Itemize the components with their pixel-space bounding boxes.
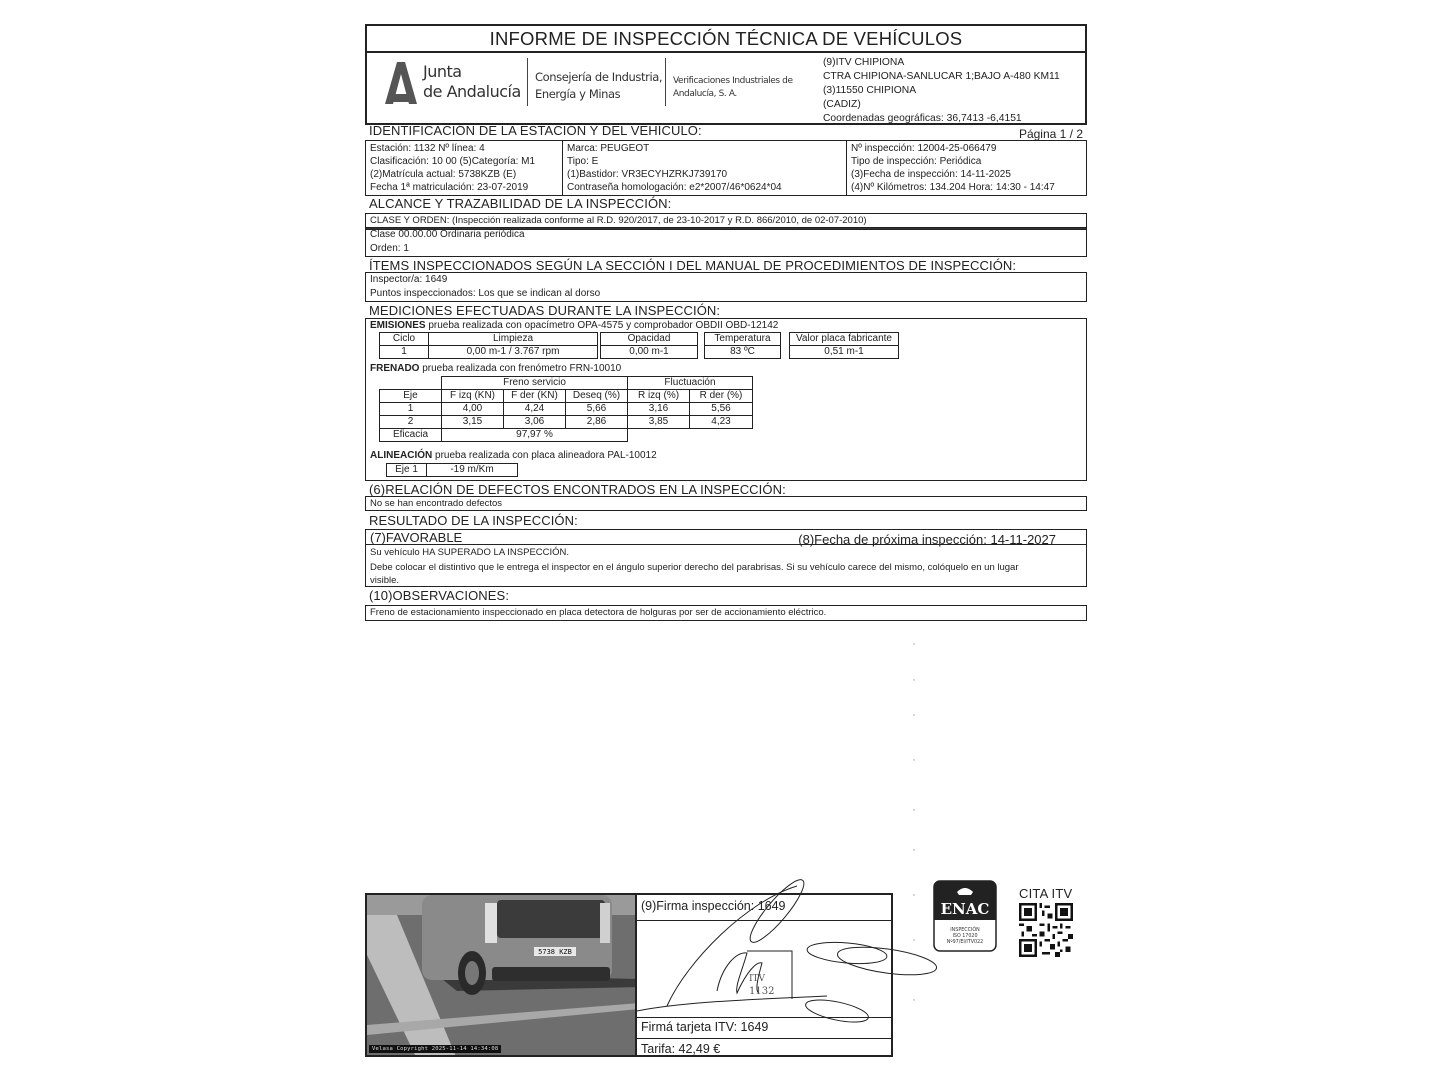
emisiones-table: Ciclo Limpieza 1 0,00 m-1 / 3.767 rpm	[379, 332, 598, 359]
signature-box	[637, 893, 893, 1057]
resultado-line-1: Su vehículo HA SUPERADO LA INSPECCIÓN.	[370, 547, 570, 558]
report-title: INFORME DE INSPECCIÓN TÉCNICA DE VEHÍCULOS	[367, 26, 1085, 53]
proxima-inspeccion: (8)Fecha de próxima inspección: 14-11-2027	[798, 532, 1056, 547]
enac-badge	[933, 880, 997, 952]
stamp-label: ITV	[749, 974, 766, 984]
inspector: Inspector/a: 1649	[370, 274, 448, 285]
eficacia-value: 97,97 %	[442, 429, 628, 442]
firma-tarjeta: Firmá tarjeta ITV: 1649	[637, 1018, 891, 1039]
items-title: ÍTEMS INSPECCIONADOS SEGÚN LA SECCIÓN I DEL MANUAL DE PROCEDIMIENTOS DE INSPECCIÓN:	[369, 258, 1017, 273]
license-plate: 5738 KZB	[538, 948, 572, 956]
consejeria-label: Consejería de Industria, Energía y Minas	[535, 70, 663, 101]
verificaciones-label: Verificaciones Industriales de Andalucía, S. A.	[673, 76, 793, 99]
alineacion-desc: prueba realizada con placa alineadora PAL-10012	[432, 450, 657, 461]
svg-text:Nº97/EI/ITV022: Nº97/EI/ITV022	[946, 940, 984, 945]
svg-text:INSPECCIÓN: INSPECCIÓN	[950, 928, 980, 933]
divider	[665, 58, 666, 106]
svg-text:ISO 17020: ISO 17020	[952, 934, 978, 939]
vehicle-photo-image	[367, 895, 637, 1057]
items-box	[365, 272, 1087, 302]
emisiones-label: EMISIONES	[370, 320, 426, 331]
cita-itv-label: CITA ITV	[1019, 886, 1073, 901]
table-row: 2 3,15 3,06 2,86 3,85 4,23	[380, 416, 753, 429]
observaciones-box	[365, 605, 1087, 621]
station-address: (9)ITV CHIPIONA CTRA CHIPIONA-SANLUCAR 1;BAJO A-480 KM11 (3)11550 CHIPIONA (CADIZ) Coordenadas geográficas: 36,7413 -6,4151	[823, 57, 1060, 124]
photo-caption: Velasa Copyright 2025-11-14 14:34:08	[369, 1045, 501, 1053]
junta-andalucia-a-icon	[383, 60, 419, 106]
signature-scribble-icon	[627, 881, 927, 1011]
cita-itv[interactable]	[1019, 886, 1073, 962]
stamp-number: 1132	[749, 986, 775, 997]
resultado-header-box	[365, 529, 1087, 545]
defectos-text: No se han encontrado defectos	[370, 498, 503, 509]
resultado-box	[365, 544, 1087, 587]
temperatura-table: Temperatura 83 ºC	[704, 332, 781, 359]
tarifa: Tarifa: 42,49 €	[641, 1042, 721, 1056]
clase: Clase 00.00.00 Ordinaria periódica	[370, 229, 525, 240]
frenado-table: Freno servicio Fluctuación Eje F izq (KN) F der (KN) Deseq (%) R izq (%) R der (%) 1 4,00 4,24 5,66 3,16 5,56 2 3,15 3,06 2,86 3,85 4,23 Eficacia 97,97 %	[379, 376, 753, 442]
defectos-box	[365, 496, 1087, 511]
clase-orden: CLASE Y ORDEN: (Inspección realizada conforme al R.D. 920/2017, de 23-10-2017 y R.D. 866/2010, de 02-07-2010)	[366, 214, 1086, 229]
divider	[527, 58, 528, 106]
vehicle-photo	[365, 893, 637, 1057]
fluctuacion-header: Fluctuación	[628, 377, 753, 390]
inspection-info: Nº inspección: 12004-25-066479 Tipo de inspección: Periódica (3)Fecha de inspección: 14-11-2025 (4)Nº Kilómetros: 134.204 Hora: 14:30 - 14:47	[851, 143, 1055, 193]
observaciones-title: (10)OBSERVACIONES:	[369, 588, 510, 603]
alineacion-table: Eje 1 -19 m/Km	[386, 463, 518, 477]
clase-box	[365, 227, 1087, 257]
frenado-desc: prueba realizada con frenómetro FRN-10010	[419, 363, 622, 374]
enac-label: ENAC	[940, 900, 990, 918]
eficacia-label: Eficacia	[380, 429, 442, 442]
opacidad-table: Opacidad 0,00 m-1	[600, 332, 698, 359]
observaciones-text: Freno de estacionamiento inspeccionado en placa detectora de holguras por ser de accionamiento eléctrico.	[370, 607, 827, 618]
emisiones-desc: prueba realizada con opacímetro OPA-4575 y comprobador OBDII OBD-12142	[425, 320, 779, 331]
resultado-line-3: visible.	[370, 575, 400, 586]
resultado-line-2: Debe colocar el distintivo que le entrega el inspector en el ángulo superior derecho del parabrisas. Si su vehículo carece del mismo, colóquelo en un lugar	[370, 562, 1019, 573]
mediciones-title: MEDICIONES EFECTUADAS DURANTE LA INSPECCIÓN:	[369, 303, 721, 318]
orden: Orden: 1	[370, 242, 409, 254]
logo-line-1: Junta	[423, 62, 462, 81]
resultado-title: RESULTADO DE LA INSPECCIÓN:	[369, 513, 578, 528]
qr-code-icon[interactable]	[1019, 903, 1073, 957]
identification-box	[365, 140, 1087, 196]
mediciones-box	[365, 318, 1087, 481]
defectos-title: (6)RELACIÓN DE DEFECTOS ENCONTRADOS EN LA INSPECCIÓN:	[369, 482, 786, 497]
alcance-title: ALCANCE Y TRAZABILIDAD DE LA INSPECCIÓN:	[369, 196, 672, 211]
report-header	[365, 24, 1087, 125]
puntos-inspeccionados: Puntos inspeccionados: Los que se indican al dorso	[370, 287, 601, 299]
signature-area	[637, 921, 891, 1018]
freno-servicio-header: Freno servicio	[442, 377, 628, 390]
junta-andalucia-logo	[383, 60, 533, 106]
valor-placa-table: Valor placa fabricante 0,51 m-1	[789, 332, 899, 359]
identification-title: IDENTIFICACIÓN DE LA ESTACIÓN Y DEL VEHÍCULO:	[369, 123, 702, 138]
vehicle-info: Marca: PEUGEOT Tipo: E (1)Bastidor: VR3ECYHZRKJ739170 Contraseña homologación: e2*2007/46*0624*04	[563, 141, 847, 195]
logo-line-2: de Andalucía	[423, 82, 521, 101]
resultado-estado: (7)FAVORABLE	[370, 530, 463, 545]
station-info: Estación: 1132 Nº línea: 4 Clasificación: 10 00 (5)Categoría: M1 (2)Matrícula actual: 5738KZB (E) Fecha 1ª matriculación: 23-07-2019	[366, 141, 563, 195]
page-number: Página 1 / 2	[1018, 127, 1083, 141]
table-row: 1 4,00 4,24 5,66 3,16 5,56	[380, 403, 753, 416]
alineacion-label: ALINEACIÓN	[370, 450, 433, 461]
firma-inspeccion: (9)Firma inspección: 1649	[637, 895, 891, 921]
frenado-label: FRENADO	[370, 363, 420, 374]
